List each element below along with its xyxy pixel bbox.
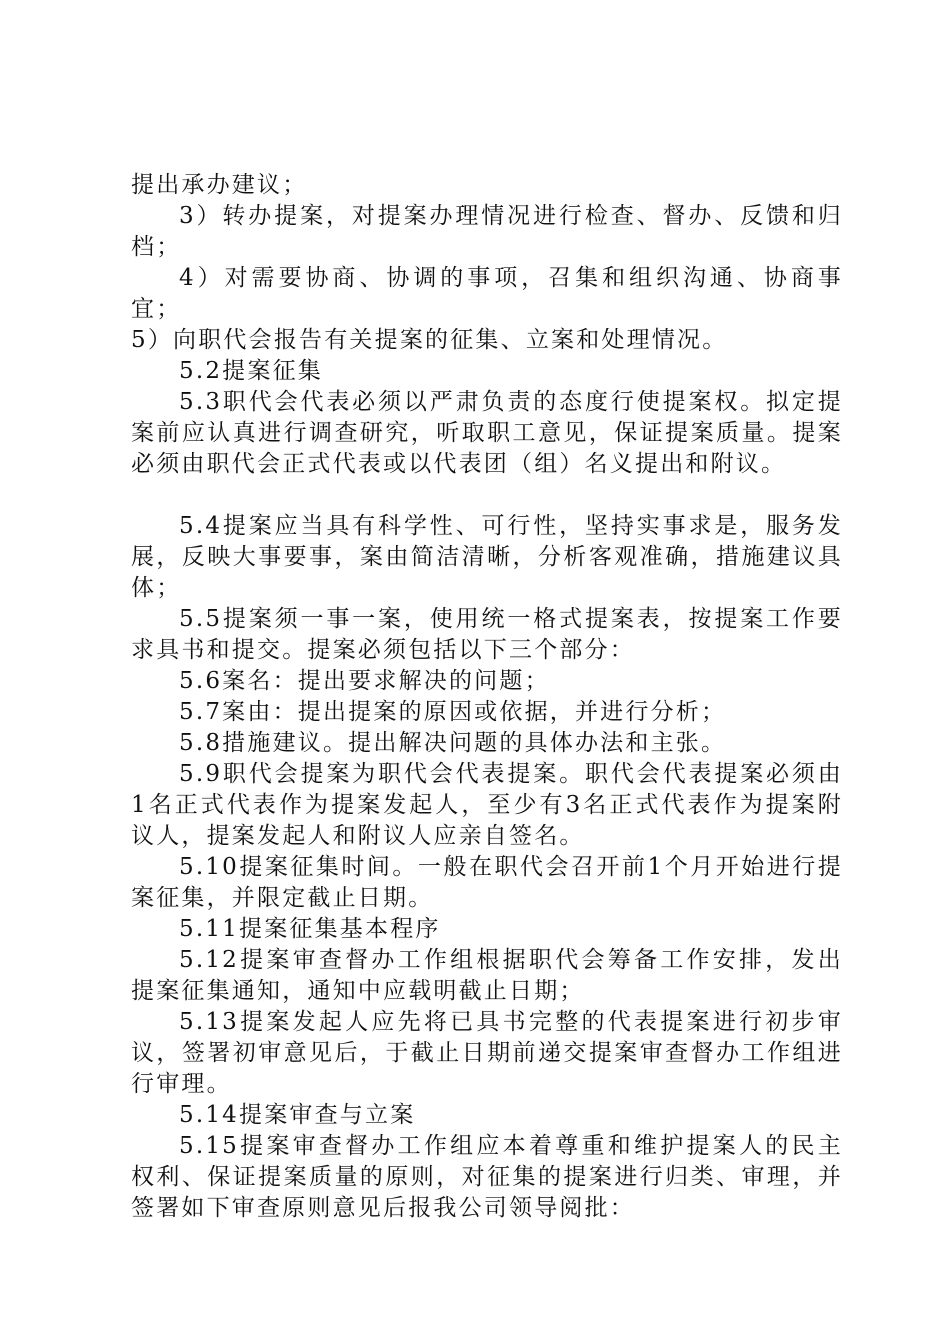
paragraph-5-10: 5.10提案征集时间。一般在职代会召开前1个月开始进行提案征集，并限定截止日期。 — [131, 854, 843, 911]
paragraph-item-5: 5）向职代会报告有关提案的征集、立案和处理情况。 — [131, 327, 728, 353]
section-heading-5-14: 5.14提案审查与立案 — [179, 1102, 416, 1128]
paragraph-5-7: 5.7案由：提出提案的原因或依据，并进行分析； — [179, 699, 727, 725]
paragraph-item-3: 3）转办提案，对提案办理情况进行检查、督办、反馈和归档； — [131, 203, 843, 260]
paragraph-5-6: 5.6案名：提出要求解决的问题； — [179, 668, 550, 694]
document-body — [131, 170, 843, 1224]
section-heading-5-11: 5.11提案征集基本程序 — [179, 916, 441, 942]
paragraph-5-15: 5.15提案审查督办工作组应本着尊重和维护提案人的民主权利、保证提案质量的原则，对征集的提案进行归类、审理，并签署如下审查原则意见后报我公司领导阅批： — [131, 1133, 843, 1221]
paragraph-5-8: 5.8措施建议。提出解决问题的具体办法和主张。 — [179, 730, 727, 756]
paragraph-5-12: 5.12提案审查督办工作组根据职代会筹备工作安排，发出提案征集通知，通知中应载明截止日期； — [131, 947, 843, 1004]
paragraph-5-9: 5.9职代会提案为职代会代表提案。职代会代表提案必须由1名正式代表作为提案发起人，至少有3名正式代表作为提案附议人，提案发起人和附议人应亲自签名。 — [131, 761, 843, 849]
paragraph-item-4: 4）对需要协商、协调的事项，召集和组织沟通、协商事宜； — [131, 265, 843, 322]
section-heading-5-2: 5.2提案征集 — [179, 358, 323, 384]
paragraph-5-5: 5.5提案须一事一案，使用统一格式提案表，按提案工作要求具书和提交。提案必须包括以下三个部分： — [131, 606, 843, 663]
paragraph-5-3: 5.3职代会代表必须以严肃负责的态度行使提案权。拟定提案前应认真进行调查研究，听取职工意见，保证提案质量。提案必须由职代会正式代表或以代表团（组）名义提出和附议。 — [131, 389, 843, 477]
paragraph-5-4: 5.4提案应当具有科学性、可行性，坚持实事求是，服务发展，反映大事要事，案由简洁清晰，分析客观准确，措施建议具体； — [131, 513, 843, 601]
paragraph-continuation: 提出承办建议； — [131, 172, 308, 198]
paragraph-5-13: 5.13提案发起人应先将已具书完整的代表提案进行初步审议，签署初审意见后，于截止日期前递交提案审查督办工作组进行审理。 — [131, 1009, 843, 1097]
